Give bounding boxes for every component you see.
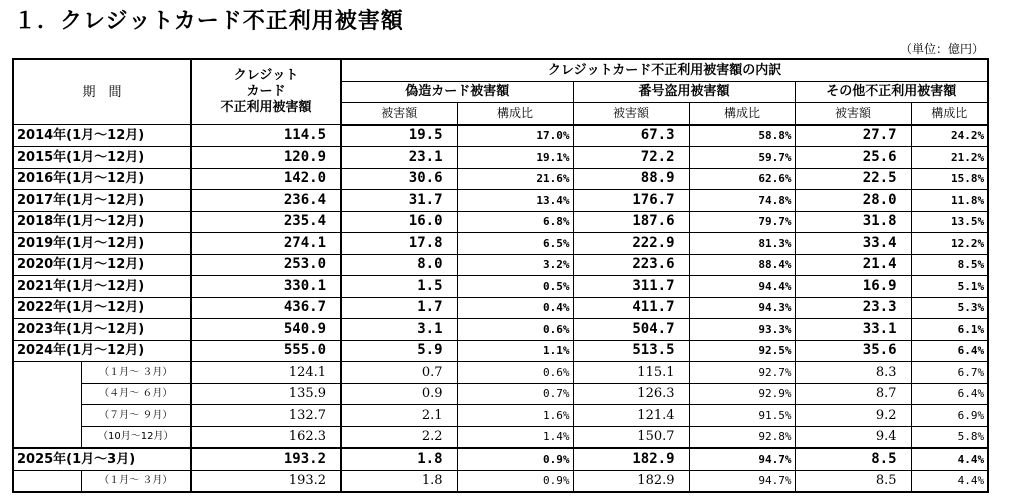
period-cell: 2014年(1月～12月) [13, 125, 191, 147]
other-ratio-cell: 11.8% [911, 190, 988, 212]
table-row [13, 276, 988, 298]
number-theft-amount-cell: 187.6 [573, 211, 689, 233]
table-row [13, 383, 988, 405]
table-row [13, 319, 988, 341]
counterfeit-ratio-cell: 19.1% [457, 147, 573, 169]
other-amount-cell: 21.4 [795, 254, 911, 276]
table-row [13, 426, 988, 448]
total-amount-cell: 114.5 [191, 125, 341, 147]
number-theft-amount-cell: 311.7 [573, 276, 689, 298]
counterfeit-amount-cell: 2.2 [341, 426, 457, 448]
quarter-period-cell: （４月～ ６月） [81, 383, 191, 405]
total-amount-cell: 135.9 [191, 383, 341, 405]
counterfeit-amount-cell: 1.7 [341, 297, 457, 319]
year-2025-rows [13, 448, 988, 492]
counterfeit-ratio-cell: 1.4% [457, 426, 573, 448]
quarter-period-cell: （10月～12月） [81, 426, 191, 448]
number-theft-ratio-cell: 92.9% [689, 383, 795, 405]
other-ratio-cell: 8.5% [911, 254, 988, 276]
counterfeit-amount-cell: 19.5 [341, 125, 457, 147]
period-cell: 2015年(1月～12月) [13, 147, 191, 169]
total-amount-cell: 142.0 [191, 168, 341, 190]
number-theft-amount-cell: 121.4 [573, 405, 689, 427]
fraud-damage-table [12, 58, 989, 493]
number-theft-amount-cell: 411.7 [573, 297, 689, 319]
total-amount-cell: 274.1 [191, 233, 341, 255]
other-ratio-cell: 5.8% [911, 426, 988, 448]
number-theft-ratio-cell: 94.7% [689, 448, 795, 470]
other-ratio-cell: 13.5% [911, 211, 988, 233]
number-theft-ratio-cell: 92.5% [689, 340, 795, 362]
counterfeit-amount-cell: 30.6 [341, 168, 457, 190]
other-amount-cell: 8.7 [795, 383, 911, 405]
other-amount-cell: 33.1 [795, 319, 911, 341]
number-theft-amount-cell: 222.9 [573, 233, 689, 255]
counterfeit-ratio-cell: 6.8% [457, 211, 573, 233]
counterfeit-header: 偽造カード被害額 [341, 81, 573, 103]
total-amount-cell: 540.9 [191, 319, 341, 341]
number-theft-ratio-cell: 93.3% [689, 319, 795, 341]
other-ratio-cell: 6.1% [911, 319, 988, 341]
number-theft-amount-cell: 223.6 [573, 254, 689, 276]
breakdown-header: クレジットカード不正利用被害額の内訳 [341, 59, 988, 81]
counterfeit-ratio-cell: 0.4% [457, 297, 573, 319]
counterfeit-ratio-cell: 3.2% [457, 254, 573, 276]
period-cell: 2016年(1月～12月) [13, 168, 191, 190]
table-row [13, 297, 988, 319]
other-amount-cell: 31.8 [795, 211, 911, 233]
table-row [13, 405, 988, 427]
other-ratio-cell: 6.9% [911, 405, 988, 427]
counterfeit-ratio-cell: 6.5% [457, 233, 573, 255]
number-theft-amount-cell: 67.3 [573, 125, 689, 147]
number-theft-header: 番号盗用被害額 [573, 81, 795, 103]
other-amount-cell: 33.4 [795, 233, 911, 255]
period-cell: 2022年(1月～12月) [13, 297, 191, 319]
counterfeit-ratio-cell: 1.1% [457, 340, 573, 362]
counterfeit-amount-cell: 17.8 [341, 233, 457, 255]
other-amount-cell: 35.6 [795, 340, 911, 362]
number-theft-amount-cell: 72.2 [573, 147, 689, 169]
number-theft-amount-cell: 88.9 [573, 168, 689, 190]
total-amount-cell: 436.7 [191, 297, 341, 319]
other-amount-cell: 8.5 [795, 448, 911, 470]
table-row [13, 233, 988, 255]
quarter-period-cell: （１月～ ３月） [81, 362, 191, 384]
indent-cell [13, 426, 81, 448]
period-cell: 2017年(1月～12月) [13, 190, 191, 212]
table-row [13, 147, 988, 169]
indent-cell [13, 383, 81, 405]
counterfeit-amount-cell: 0.9 [341, 383, 457, 405]
number-theft-ratio-cell: 94.7% [689, 470, 795, 492]
number-theft-amount-header: 被害額 [573, 103, 689, 125]
number-theft-ratio-cell: 88.4% [689, 254, 795, 276]
counterfeit-ratio-cell: 0.9% [457, 448, 573, 470]
period-header: 期 間 [13, 59, 191, 125]
total-header [191, 59, 341, 125]
counterfeit-ratio-cell: 0.5% [457, 276, 573, 298]
counterfeit-amount-cell: 1.5 [341, 276, 457, 298]
other-amount-cell: 16.9 [795, 276, 911, 298]
counterfeit-amount-cell: 1.8 [341, 448, 457, 470]
period-cell: 2024年(1月～12月) [13, 340, 191, 362]
counterfeit-amount-cell: 1.8 [341, 470, 457, 492]
total-amount-cell: 253.0 [191, 254, 341, 276]
counterfeit-ratio-cell: 0.6% [457, 319, 573, 341]
counterfeit-amount-cell: 3.1 [341, 319, 457, 341]
total-header-line3: 不正利用被害額 [220, 100, 312, 115]
other-ratio-cell: 24.2% [911, 125, 988, 147]
table-row [13, 470, 988, 492]
other-ratio-cell: 21.2% [911, 147, 988, 169]
indent-cell [13, 470, 81, 492]
counterfeit-ratio-cell: 17.0% [457, 125, 573, 147]
number-theft-ratio-cell: 92.7% [689, 362, 795, 384]
table-row [13, 125, 988, 147]
indent-cell [13, 405, 81, 427]
quarter-period-cell: （７月～ ９月） [81, 405, 191, 427]
table-row [13, 340, 988, 362]
total-header-line2: カード [246, 84, 286, 99]
counterfeit-amount-cell: 23.1 [341, 147, 457, 169]
counterfeit-amount-cell: 5.9 [341, 340, 457, 362]
quarter-period-cell: （１月～ ３月） [81, 470, 191, 492]
yearly-rows [13, 125, 988, 362]
page-title: １．クレジットカード不正利用被害額 [14, 9, 404, 34]
number-theft-ratio-cell: 94.3% [689, 297, 795, 319]
other-amount-header: 被害額 [795, 103, 911, 125]
number-theft-ratio-cell: 79.7% [689, 211, 795, 233]
period-cell: 2018年(1月～12月) [13, 211, 191, 233]
other-amount-cell: 23.3 [795, 297, 911, 319]
total-amount-cell: 162.3 [191, 426, 341, 448]
other-amount-cell: 25.6 [795, 147, 911, 169]
period-cell: 2020年(1月～12月) [13, 254, 191, 276]
number-theft-ratio-cell: 81.3% [689, 233, 795, 255]
other-ratio-header: 構成比 [911, 103, 988, 125]
number-theft-amount-cell: 176.7 [573, 190, 689, 212]
total-amount-cell: 124.1 [191, 362, 341, 384]
total-amount-cell: 132.7 [191, 405, 341, 427]
number-theft-ratio-header: 構成比 [689, 103, 795, 125]
other-amount-cell: 8.3 [795, 362, 911, 384]
counterfeit-ratio-cell: 13.4% [457, 190, 573, 212]
other-amount-cell: 27.7 [795, 125, 911, 147]
table-row [13, 254, 988, 276]
period-cell: 2021年(1月～12月) [13, 276, 191, 298]
total-amount-cell: 330.1 [191, 276, 341, 298]
other-header: その他不正利用被害額 [795, 81, 988, 103]
other-amount-cell: 9.2 [795, 405, 911, 427]
total-amount-cell: 236.4 [191, 190, 341, 212]
other-ratio-cell: 5.1% [911, 276, 988, 298]
number-theft-ratio-cell: 94.4% [689, 276, 795, 298]
counterfeit-amount-cell: 0.7 [341, 362, 457, 384]
indent-cell [13, 362, 81, 384]
total-amount-cell: 193.2 [191, 470, 341, 492]
total-header-line1: クレジット [233, 68, 299, 83]
number-theft-amount-cell: 126.3 [573, 383, 689, 405]
number-theft-amount-cell: 182.9 [573, 470, 689, 492]
other-amount-cell: 28.0 [795, 190, 911, 212]
number-theft-ratio-cell: 74.8% [689, 190, 795, 212]
number-theft-amount-cell: 115.1 [573, 362, 689, 384]
number-theft-amount-cell: 513.5 [573, 340, 689, 362]
other-ratio-cell: 5.3% [911, 297, 988, 319]
counterfeit-ratio-cell: 1.6% [457, 405, 573, 427]
number-theft-amount-cell: 150.7 [573, 426, 689, 448]
number-theft-ratio-cell: 58.8% [689, 125, 795, 147]
table-row [13, 362, 988, 384]
number-theft-ratio-cell: 59.7% [689, 147, 795, 169]
counterfeit-ratio-cell: 21.6% [457, 168, 573, 190]
total-amount-cell: 235.4 [191, 211, 341, 233]
counterfeit-ratio-header: 構成比 [457, 103, 573, 125]
period-cell: 2025年(1月～3月) [13, 448, 191, 470]
number-theft-amount-cell: 182.9 [573, 448, 689, 470]
other-ratio-cell: 12.2% [911, 233, 988, 255]
counterfeit-ratio-cell: 0.9% [457, 470, 573, 492]
table-row [13, 211, 988, 233]
number-theft-ratio-cell: 91.5% [689, 405, 795, 427]
table-row [13, 168, 988, 190]
counterfeit-amount-cell: 8.0 [341, 254, 457, 276]
quarterly-2024-rows [13, 362, 988, 449]
number-theft-ratio-cell: 92.8% [689, 426, 795, 448]
total-amount-cell: 120.9 [191, 147, 341, 169]
counterfeit-amount-cell: 31.7 [341, 190, 457, 212]
other-ratio-cell: 4.4% [911, 470, 988, 492]
counterfeit-amount-cell: 2.1 [341, 405, 457, 427]
counterfeit-amount-header: 被害額 [341, 103, 457, 125]
other-ratio-cell: 6.4% [911, 383, 988, 405]
other-amount-cell: 22.5 [795, 168, 911, 190]
other-ratio-cell: 15.8% [911, 168, 988, 190]
total-amount-cell: 193.2 [191, 448, 341, 470]
period-cell: 2023年(1月～12月) [13, 319, 191, 341]
total-amount-cell: 555.0 [191, 340, 341, 362]
other-amount-cell: 8.5 [795, 470, 911, 492]
number-theft-amount-cell: 504.7 [573, 319, 689, 341]
other-ratio-cell: 6.7% [911, 362, 988, 384]
other-ratio-cell: 6.4% [911, 340, 988, 362]
header-row-1 [13, 59, 988, 81]
other-ratio-cell: 4.4% [911, 448, 988, 470]
period-cell: 2019年(1月～12月) [13, 233, 191, 255]
other-amount-cell: 9.4 [795, 426, 911, 448]
counterfeit-ratio-cell: 0.6% [457, 362, 573, 384]
counterfeit-ratio-cell: 0.7% [457, 383, 573, 405]
table-row [13, 448, 988, 470]
table-row [13, 190, 988, 212]
number-theft-ratio-cell: 62.6% [689, 168, 795, 190]
unit-label: （単位：億円） [899, 42, 984, 56]
counterfeit-amount-cell: 16.0 [341, 211, 457, 233]
